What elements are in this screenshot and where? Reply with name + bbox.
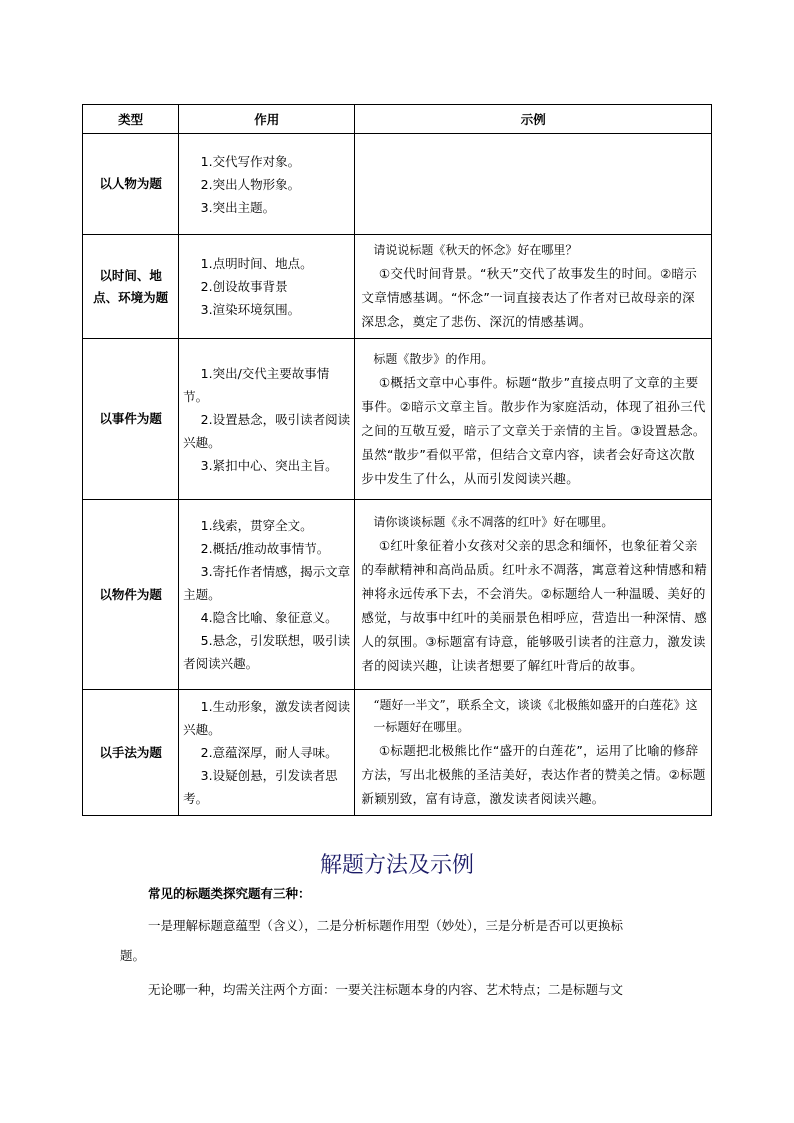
row-example [355, 690, 712, 816]
row-uses [179, 690, 355, 816]
use-item: 2.突出人物形象。 [200, 176, 301, 192]
header-example: 示例 [355, 105, 712, 134]
row-type: 以人物为题 [83, 134, 179, 235]
table-row [83, 235, 712, 339]
use-item: 1.线索，贯穿全文。 [200, 518, 313, 533]
use-item: 3.紧扣中心、突出主旨。 [200, 457, 338, 473]
paragraph-1-line-2: 题。 [120, 948, 146, 963]
use-item: 2.意蕴深厚，耐人寻味。 [200, 745, 338, 760]
row-example [355, 134, 712, 235]
row-uses [179, 134, 355, 235]
table-row [83, 500, 712, 690]
use-item: 1.点明时间、地点。 [200, 256, 313, 271]
use-item: 2.设置悬念，吸引读者阅读兴趣。 [183, 411, 351, 450]
section-title: 解题方法及示例 [319, 853, 474, 878]
use-item: 3.寄托作者情感，揭示文章主题。 [183, 564, 351, 602]
row-uses [179, 500, 355, 690]
row-uses [179, 235, 355, 339]
table-row [83, 339, 712, 500]
row-type: 以时间、地点、环境为题 [83, 235, 179, 339]
use-item: 3.突出主题。 [200, 199, 276, 215]
example-answer: ①标题把北极熊比作“盛开的白莲花”，运用了比喻的修辞方法，写出北极熊的圣洁美好，表达作者的赞美之情。②标题新颖别致，富有诗意，激发读者阅读兴趣。 [361, 743, 706, 806]
row-type: 以事件为题 [83, 339, 179, 500]
use-item: 1.交代写作对象。 [200, 153, 301, 169]
use-item: 4.隐含比喻、象征意义。 [200, 610, 338, 625]
header-function: 作用 [179, 105, 355, 134]
title-types-table [82, 104, 712, 816]
header-type: 类型 [83, 105, 179, 134]
table-header-row [83, 105, 712, 134]
row-example [355, 235, 712, 339]
table-row [83, 134, 712, 235]
use-item: 1.突出/交代主要故事情节。 [183, 365, 330, 404]
use-item: 3.设疑创悬，引发读者思考。 [183, 768, 338, 806]
paragraph-2: 无论哪一种，均需关注两个方面：一要关注标题本身的内容、艺术特点；二是标题与文 [148, 982, 624, 997]
example-question: “题好一半文”，联系全文，谈谈《北极熊如盛开的白莲花》这一标题好在哪里。 [373, 698, 698, 734]
use-item: 2.创设故事背景 [200, 279, 288, 294]
example-question: 请你谈谈标题《永不凋落的红叶》好在哪里。 [373, 515, 614, 529]
row-example [355, 339, 712, 500]
use-item: 5.悬念，引发联想，吸引读者阅读兴趣。 [183, 633, 351, 671]
row-example [355, 500, 712, 690]
example-answer: ①交代时间背景。“秋天”交代了故事发生的时间。②暗示文章情感基调。“怀念”一词直接表达了作者对已故母亲的深深思念，奠定了悲伤、深沉的情感基调。 [361, 266, 698, 329]
example-answer: ①红叶象征着小女孩对父亲的思念和缅怀，也象征着父亲的奉献精神和高尚品质。红叶永不凋落，寓意着这种情感和精神将永远传承下去，不会消失。②标题给人一种温暖、美好的感觉，与故事中红叶的美丽景色相呼应，营造出一种深情、感人的氛围。③标题富有诗意，能够吸引读者的注意力，激发读者的阅读兴趣，让读者想要了解红叶背后的故事。 [361, 538, 708, 673]
example-question: 请说说标题《秋天的怀念》好在哪里？ [373, 243, 578, 257]
paragraph-1-line-1: 一是理解标题意蕴型（含义），二是分析标题作用型（妙处），三是分析是否可以更换标 [148, 918, 624, 933]
row-type: 以物件为题 [83, 500, 179, 690]
use-item: 2.概括/推动故事情节。 [200, 541, 330, 556]
use-item: 3.渲染环境氛围。 [200, 302, 301, 317]
row-type: 以手法为题 [83, 690, 179, 816]
example-answer: ①概括文章中心事件。标题“散步”直接点明了文章的主要事件。②暗示文章主旨。散步作为家庭活动，体现了祖孙三代之间的互敬互爱，暗示了文章关于亲情的主旨。③设置悬念。虽然“散步”看似平常，但结合文章内容，读者会好奇这次散步中发生了什么，从而引发阅读兴趣。 [361, 374, 706, 486]
example-question: 标题《散步》的作用。 [373, 351, 494, 366]
table-row [83, 690, 712, 816]
use-item: 1.生动形象，激发读者阅读兴趣。 [183, 699, 351, 737]
row-uses [179, 339, 355, 500]
paragraph-lead: 常见的标题类探究题有三种： [148, 886, 311, 901]
